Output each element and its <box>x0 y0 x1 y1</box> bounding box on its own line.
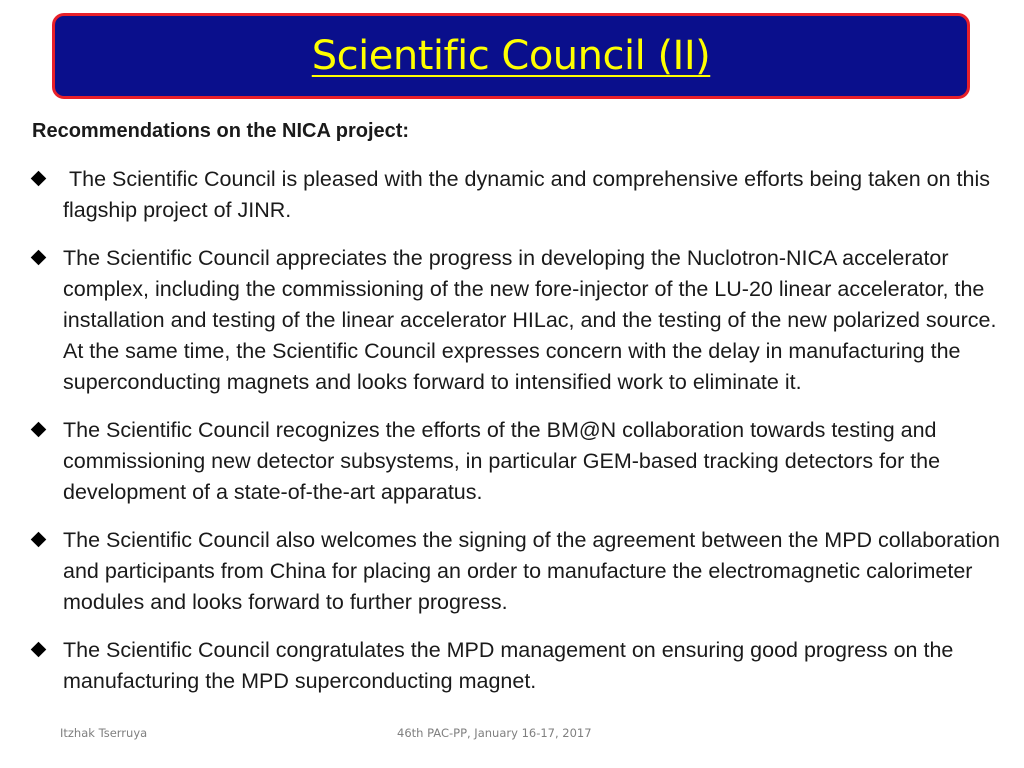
list-item <box>28 243 1003 398</box>
slide-title: Scientific Council (II) <box>311 33 711 79</box>
recommendations-list <box>28 164 1003 714</box>
bullet-text: The Scientific Council is pleased with the dynamic and comprehensive efforts being taken on this flagship project of JINR. <box>63 167 996 222</box>
diamond-bullet-icon <box>31 532 47 548</box>
footer-event: 46th PAC-PP, January 16-17, 2017 <box>397 726 592 740</box>
list-item <box>28 525 1003 618</box>
list-item <box>28 635 1003 697</box>
diamond-bullet-icon <box>31 642 47 658</box>
list-item <box>28 415 1003 508</box>
footer-author: Itzhak Tserruya <box>60 726 148 740</box>
bullet-text: The Scientific Council congratulates the MPD management on ensuring good progress on the manufacturing the MPD superconducting magnet. <box>63 638 954 693</box>
section-heading: Recommendations on the NICA project: <box>32 120 410 142</box>
bullet-text: The Scientific Council also welcomes the signing of the agreement between the MPD collaboration and participants from China for placing an order to manufacture the electromagnetic calorimeter modules and looks forward to further progress. <box>63 528 1000 614</box>
list-item <box>28 164 1003 226</box>
title-banner <box>52 13 970 99</box>
diamond-bullet-icon <box>31 250 47 266</box>
diamond-bullet-icon <box>31 171 47 187</box>
bullet-text: The Scientific Council recognizes the efforts of the BM@N collaboration towards testing and commissioning new detector subsystems, in particular GEM-based tracking detectors for the development of a state-of-the-art apparatus. <box>63 418 941 504</box>
diamond-bullet-icon <box>31 422 47 438</box>
bullet-text: The Scientific Council appreciates the progress in developing the Nuclotron-NICA accelerator complex, including the commissioning of the new fore-injector of the LU-20 linear accelerator, the installation and testing of the linear accelerator HILac, and the testing of the new polarized source. At the same time, the Scientific Council expresses concern with the delay in manufacturing the superconducting magnets and looks forward to intensified work to eliminate it. <box>63 246 997 394</box>
